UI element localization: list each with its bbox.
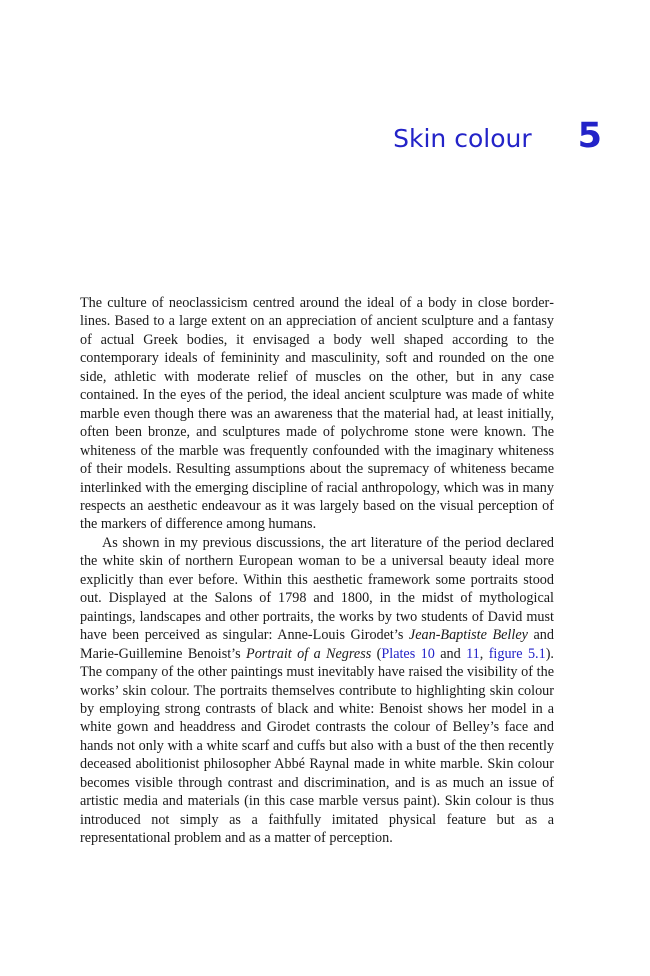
chapter-title: Skin colour <box>393 124 532 153</box>
plates-10-link[interactable]: Plates 10 <box>381 645 435 662</box>
paragraph-1: The culture of neoclassicism centred around the ideal of a body in close borderlines. Based to a large extent on an appreciation of ancient sculpture and a fantasy of actual Greek bodies, it envisaged a body well shaped according to the contemporary ideals of femininity and masculinity, soft and rounded on the one side, athletic with moderate relief of muscles on the other, but in any case contained. In the eyes of the period, the ideal ancient sculpture was made of white marble even though there was an awareness that the material had, at least initially, often been bronze, and sculptures made of polychrome stone were known. The whiteness of the marble was frequently confounded with the imaginary whiteness of their models. Resulting assumptions about the supremacy of whiteness became interlinked with the emerging discipline of racial anthropology, which was in many respects an aesthetic endeavour as it was largely based on the visual perception of the markers of difference among humans. <box>80 295 554 533</box>
paragraph-2-text: and Marie-Guillemine Benoist’s <box>80 627 554 662</box>
paragraph-2-text: , <box>479 645 489 662</box>
paragraph-2-text: As shown in my previous discussions, the art literature of the period declared the white skin of northern European woman to be a universal beauty ideal more explicitly than ever before. Within this aesthetic framework some portraits stood out. Displayed at the Salons of 1798 and 1800, in the midst of mythological paintings, landscapes and other portraits, the works by two students of David must have been perceived as singular: Anne-Louis Girodet’s <box>80 534 554 644</box>
chapter-header <box>393 116 602 156</box>
paragraph-2-text: ). The company of the other paintings must inevitably have raised the visibility of the works’ skin colour. The portraits themselves contribute to highlighting skin colour by employing strong contrasts of black and white: Benoist shows her model in a white gown and headdress and Girodet contrasts the colour of Belley’s face and hands not only with a white scarf and cuffs but also with a bust of the then recently deceased abolitionist philosopher Abbé Raynal made in white marble. Skin colour becomes visible through contrast and discrimination, and is as much an issue of artistic media and materials (in this case marble versus paint). Skin colour is thus introduced not simply as a faithfully imitated physical feature but as a representational problem and as a matter of perception. <box>80 645 554 847</box>
artwork-title-belley: Jean-Baptiste Belley <box>408 627 528 644</box>
artwork-title-negress: Portrait of a Negress <box>246 645 372 662</box>
paragraph-2-text: ( <box>371 645 382 662</box>
paragraph-2 <box>80 534 554 848</box>
body-text <box>80 294 554 848</box>
figure-5-1-link[interactable]: figure 5.1 <box>488 645 546 662</box>
plate-11-link[interactable]: 11 <box>466 645 480 662</box>
paragraph-2-text: and <box>434 645 467 662</box>
chapter-number: 5 <box>577 116 602 156</box>
